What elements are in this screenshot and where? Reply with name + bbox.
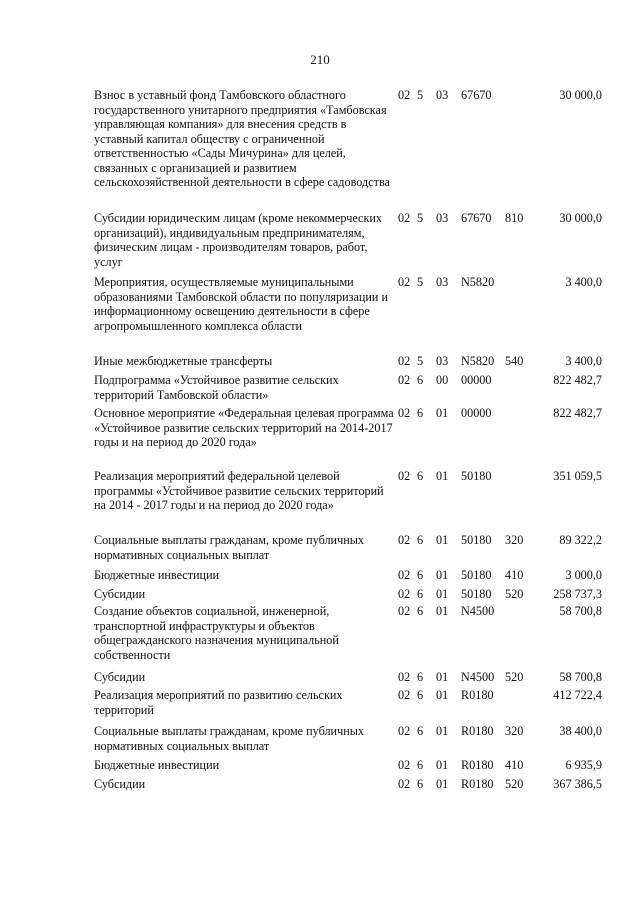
code-program: 02 bbox=[398, 688, 411, 702]
code-program: 02 bbox=[398, 758, 411, 772]
code-subprogram: 5 bbox=[417, 211, 424, 225]
code-activity: 03 bbox=[436, 88, 449, 102]
code-subprogram: 5 bbox=[417, 275, 424, 289]
amount: 3 400,0 bbox=[565, 275, 602, 289]
row-description: Субсидии bbox=[94, 670, 146, 684]
code-direction: 50180 bbox=[461, 533, 492, 547]
code-program: 02 bbox=[398, 777, 411, 791]
row-description: Иные межбюджетные трансферты bbox=[94, 354, 273, 368]
code-program: 02 bbox=[398, 724, 411, 738]
code-direction: N4500 bbox=[461, 604, 495, 618]
code-activity: 03 bbox=[436, 354, 449, 368]
code-activity: 01 bbox=[436, 533, 449, 547]
code-activity: 01 bbox=[436, 587, 449, 601]
code-direction: 67670 bbox=[461, 211, 492, 225]
code-program: 02 bbox=[398, 211, 411, 225]
row-description: Субсидии bbox=[94, 777, 146, 791]
code-subprogram: 6 bbox=[417, 758, 424, 772]
expense-type: 520 bbox=[505, 587, 524, 601]
code-subprogram: 6 bbox=[417, 406, 424, 420]
amount: 367 386,5 bbox=[553, 777, 602, 791]
amount: 822 482,7 bbox=[553, 406, 602, 420]
amount: 412 722,4 bbox=[553, 688, 602, 702]
page-number: 210 bbox=[310, 52, 330, 67]
amount: 351 059,5 bbox=[553, 469, 602, 483]
amount: 822 482,7 bbox=[553, 373, 602, 387]
expense-type: 520 bbox=[505, 670, 524, 684]
amount: 58 700,8 bbox=[559, 604, 602, 618]
expense-type: 540 bbox=[505, 354, 524, 368]
expense-type: 520 bbox=[505, 777, 524, 791]
code-subprogram: 6 bbox=[417, 587, 424, 601]
amount: 58 700,8 bbox=[559, 670, 602, 684]
code-subprogram: 6 bbox=[417, 777, 424, 791]
row-description: Социальные выплаты гражданам, кроме публичных нормативных социальных выплат bbox=[94, 533, 364, 562]
amount: 6 935,9 bbox=[565, 758, 602, 772]
code-subprogram: 6 bbox=[417, 568, 424, 582]
code-program: 02 bbox=[398, 354, 411, 368]
code-subprogram: 5 bbox=[417, 88, 424, 102]
row-description: Субсидии bbox=[94, 587, 146, 601]
code-program: 02 bbox=[398, 373, 411, 387]
expense-type: 410 bbox=[505, 758, 524, 772]
row-description: Бюджетные инвестиции bbox=[94, 568, 220, 582]
code-subprogram: 6 bbox=[417, 688, 424, 702]
row-description: Реализация мероприятий федеральной целевой программы «Устойчивое развитие сельских территорий на 2014 - 2017 годы и на период до 2020 года» bbox=[94, 469, 384, 512]
code-direction: 00000 bbox=[461, 373, 492, 387]
code-activity: 01 bbox=[436, 670, 449, 684]
code-subprogram: 6 bbox=[417, 373, 424, 387]
expense-type: 320 bbox=[505, 724, 524, 738]
code-direction: N5820 bbox=[461, 354, 495, 368]
code-direction: 50180 bbox=[461, 568, 492, 582]
amount: 258 737,3 bbox=[553, 587, 602, 601]
row-description: Мероприятия, осуществляемые муниципальными образованиями Тамбовской области по популяризации и информационному освещению деятельности в сфере агропромышленного комплекса области bbox=[94, 275, 388, 333]
row-description: Взнос в уставный фонд Тамбовского областного государственного унитарного предприятия «Тамбовская управляющая компания» для внесения средств в уставный капитал обществу с ограниченной ответственностью «Сады Мичурина» для целей, связанных с организацией и развитием сельскохозяйственной деятельности в сфере садоводства bbox=[94, 88, 390, 189]
code-direction: R0180 bbox=[461, 758, 494, 772]
code-program: 02 bbox=[398, 533, 411, 547]
row-description: Создание объектов социальной, инженерной, транспортной инфраструктуры и объектов общегражданского назначения муниципальной собственности bbox=[94, 604, 339, 662]
code-activity: 03 bbox=[436, 275, 449, 289]
code-activity: 01 bbox=[436, 688, 449, 702]
code-direction: R0180 bbox=[461, 777, 494, 791]
expense-type: 320 bbox=[505, 533, 524, 547]
amount: 30 000,0 bbox=[559, 88, 602, 102]
code-program: 02 bbox=[398, 88, 411, 102]
code-program: 02 bbox=[398, 604, 411, 618]
code-activity: 01 bbox=[436, 777, 449, 791]
code-direction: 50180 bbox=[461, 469, 492, 483]
code-subprogram: 6 bbox=[417, 670, 424, 684]
code-activity: 01 bbox=[436, 469, 449, 483]
amount: 3 000,0 bbox=[565, 568, 602, 582]
code-direction: N4500 bbox=[461, 670, 495, 684]
code-program: 02 bbox=[398, 406, 411, 420]
code-activity: 01 bbox=[436, 758, 449, 772]
row-description: Основное мероприятие «Федеральная целевая программа «Устойчивое развитие сельских территорий на 2014-2017 годы и на период до 2020 года» bbox=[94, 406, 394, 449]
amount: 30 000,0 bbox=[559, 211, 602, 225]
row-description: Подпрограмма «Устойчивое развитие сельских территорий Тамбовской области» bbox=[94, 373, 339, 402]
code-activity: 01 bbox=[436, 604, 449, 618]
code-direction: N5820 bbox=[461, 275, 495, 289]
row-description: Бюджетные инвестиции bbox=[94, 758, 220, 772]
code-program: 02 bbox=[398, 568, 411, 582]
code-program: 02 bbox=[398, 275, 411, 289]
amount: 3 400,0 bbox=[565, 354, 602, 368]
code-direction: 00000 bbox=[461, 406, 492, 420]
code-program: 02 bbox=[398, 587, 411, 601]
code-subprogram: 6 bbox=[417, 604, 424, 618]
row-description: Реализация мероприятий по развитию сельских территорий bbox=[94, 688, 343, 717]
code-subprogram: 6 bbox=[417, 533, 424, 547]
code-subprogram: 6 bbox=[417, 724, 424, 738]
code-activity: 01 bbox=[436, 568, 449, 582]
code-activity: 00 bbox=[436, 373, 449, 387]
code-activity: 03 bbox=[436, 211, 449, 225]
code-direction: R0180 bbox=[461, 724, 494, 738]
code-direction: 67670 bbox=[461, 88, 492, 102]
code-activity: 01 bbox=[436, 724, 449, 738]
code-subprogram: 6 bbox=[417, 469, 424, 483]
expense-type: 810 bbox=[505, 211, 524, 225]
code-direction: R0180 bbox=[461, 688, 494, 702]
amount: 89 322,2 bbox=[559, 533, 602, 547]
code-activity: 01 bbox=[436, 406, 449, 420]
code-direction: 50180 bbox=[461, 587, 492, 601]
code-subprogram: 5 bbox=[417, 354, 424, 368]
row-description: Субсидии юридическим лицам (кроме некоммерческих организаций), индивидуальным предпринимателям, физическим лицам - производителям товаров, работ, услуг bbox=[94, 211, 382, 269]
code-program: 02 bbox=[398, 670, 411, 684]
row-description: Социальные выплаты гражданам, кроме публичных нормативных социальных выплат bbox=[94, 724, 364, 753]
amount: 38 400,0 bbox=[559, 724, 602, 738]
code-program: 02 bbox=[398, 469, 411, 483]
expense-type: 410 bbox=[505, 568, 524, 582]
